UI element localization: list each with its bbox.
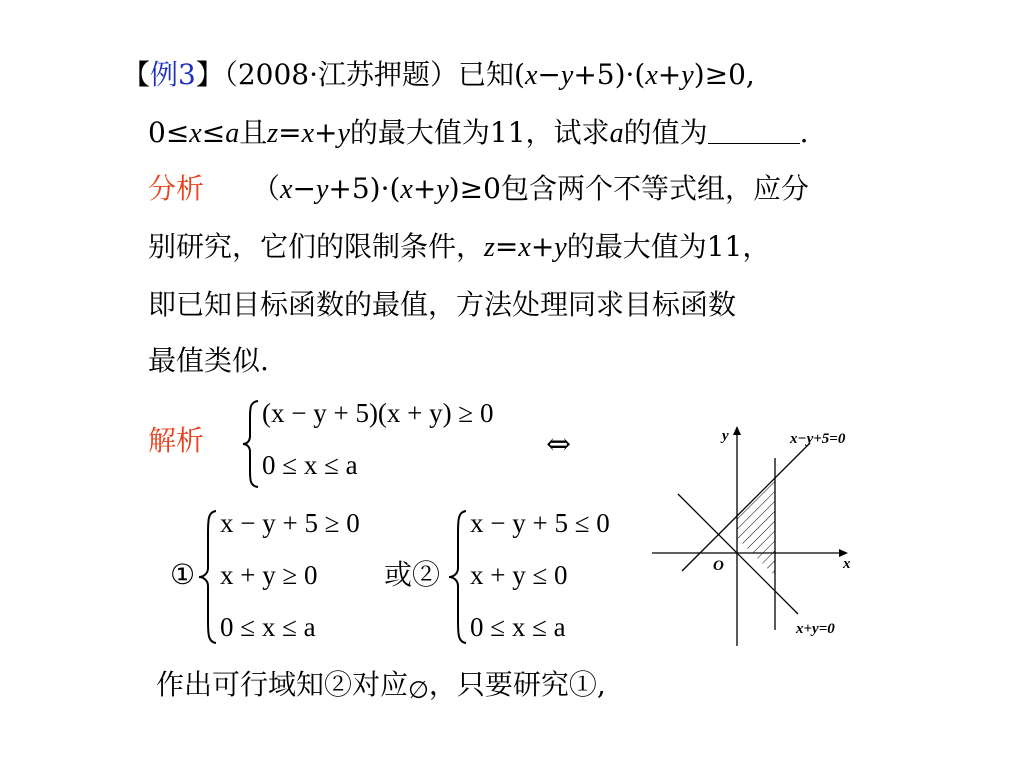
origin-label: O — [713, 558, 724, 574]
var-a: a — [225, 118, 240, 149]
op: + — [657, 58, 682, 91]
var-x: x — [189, 118, 202, 149]
var-y: y — [337, 118, 350, 149]
var-y: y — [315, 174, 329, 205]
problem-source: （2008·江苏押题） — [223, 58, 459, 91]
x-axis-label: x — [843, 556, 851, 572]
y-axis-label: y — [722, 428, 729, 444]
text: ≤ — [201, 116, 226, 149]
feasible-region-graph — [640, 418, 890, 648]
var-z: z — [484, 232, 495, 263]
var-x: x — [280, 174, 293, 205]
var-y: y — [554, 232, 567, 263]
text: +5)·( — [328, 172, 401, 205]
var-z: z — [267, 118, 279, 149]
circle-one: ① — [170, 558, 196, 591]
text: . — [799, 116, 809, 149]
system-2 — [470, 508, 640, 648]
var-x: x — [400, 174, 413, 205]
iff-symbol: ⇔ — [546, 427, 572, 462]
analysis-line-2 — [148, 230, 770, 265]
text: + — [530, 230, 555, 263]
text: 且 — [239, 116, 268, 149]
system-2-row-1: x − y + 5 ≤ 0 — [470, 508, 610, 538]
line2-label: x+y=0 — [796, 621, 835, 637]
system-0 — [262, 398, 562, 490]
problem-line-1 — [122, 58, 755, 93]
op: − — [537, 58, 561, 91]
var-y: y — [436, 174, 449, 205]
system-1-row-2: x + y ≥ 0 — [220, 560, 318, 590]
open-bracket: 【 — [122, 58, 151, 91]
system-2-row-2: x + y ≤ 0 — [470, 560, 568, 590]
text: 的最大值为11， — [566, 230, 771, 263]
example-label: 例3 — [150, 58, 196, 91]
analysis-line-4: 最值类似. — [148, 344, 269, 377]
problem-text: 已知( — [458, 58, 525, 91]
analysis-line-1 — [148, 172, 809, 207]
y-axis-arrow — [733, 426, 741, 435]
answer-blank — [708, 119, 800, 144]
left-brace — [196, 508, 220, 646]
line-x-plus-y — [678, 494, 798, 614]
var-x: x — [301, 118, 315, 149]
var-y: y — [681, 60, 694, 91]
text: + — [412, 172, 437, 205]
or-two-label: 或② — [384, 558, 441, 591]
text: − — [292, 172, 316, 205]
text: = — [494, 230, 519, 263]
text: 的最大值为11，试求 — [349, 116, 610, 149]
analysis-line-3: 即已知目标函数的最值，方法处理同求目标函数 — [148, 288, 737, 321]
text: 0≤ — [148, 116, 190, 149]
system-1 — [220, 508, 390, 648]
close-bracket: 】 — [195, 58, 224, 91]
var-a: a — [609, 118, 624, 149]
analysis-label: 分析 — [148, 172, 205, 205]
var-x: x — [524, 60, 538, 91]
op: +5)·( — [573, 58, 646, 91]
text: = — [278, 116, 302, 149]
var-x: x — [645, 60, 658, 91]
var-x: x — [518, 232, 531, 263]
text: （ — [252, 172, 281, 205]
text: 的值为 — [623, 116, 708, 149]
op: )≥0, — [693, 58, 755, 91]
empty-set-symbol: ∅ — [408, 676, 429, 704]
feasible-region — [737, 478, 775, 576]
line1-label: x−y+5=0 — [790, 431, 846, 447]
line-x-minus-y-plus-5 — [682, 443, 810, 571]
left-brace — [446, 508, 470, 646]
text: ，只要研究①, — [428, 668, 606, 701]
problem-line-2 — [148, 116, 808, 151]
final-line — [156, 668, 606, 707]
system-0-row-2: 0 ≤ x ≤ a — [262, 450, 358, 480]
text: 别研究，它们的限制条件， — [148, 230, 485, 263]
text: + — [314, 116, 338, 149]
text: )≥0包含两个不等式组，应分 — [448, 172, 809, 205]
left-brace — [240, 398, 262, 490]
solution-label: 解析 — [148, 424, 205, 457]
system-1-row-1: x − y + 5 ≥ 0 — [220, 508, 360, 538]
system-0-row-1: (x − y + 5)(x + y) ≥ 0 — [262, 398, 494, 428]
system-1-row-3: 0 ≤ x ≤ a — [220, 612, 316, 642]
var-y: y — [560, 60, 574, 91]
text: 作出可行域知②对应 — [156, 668, 409, 701]
system-2-row-3: 0 ≤ x ≤ a — [470, 612, 566, 642]
